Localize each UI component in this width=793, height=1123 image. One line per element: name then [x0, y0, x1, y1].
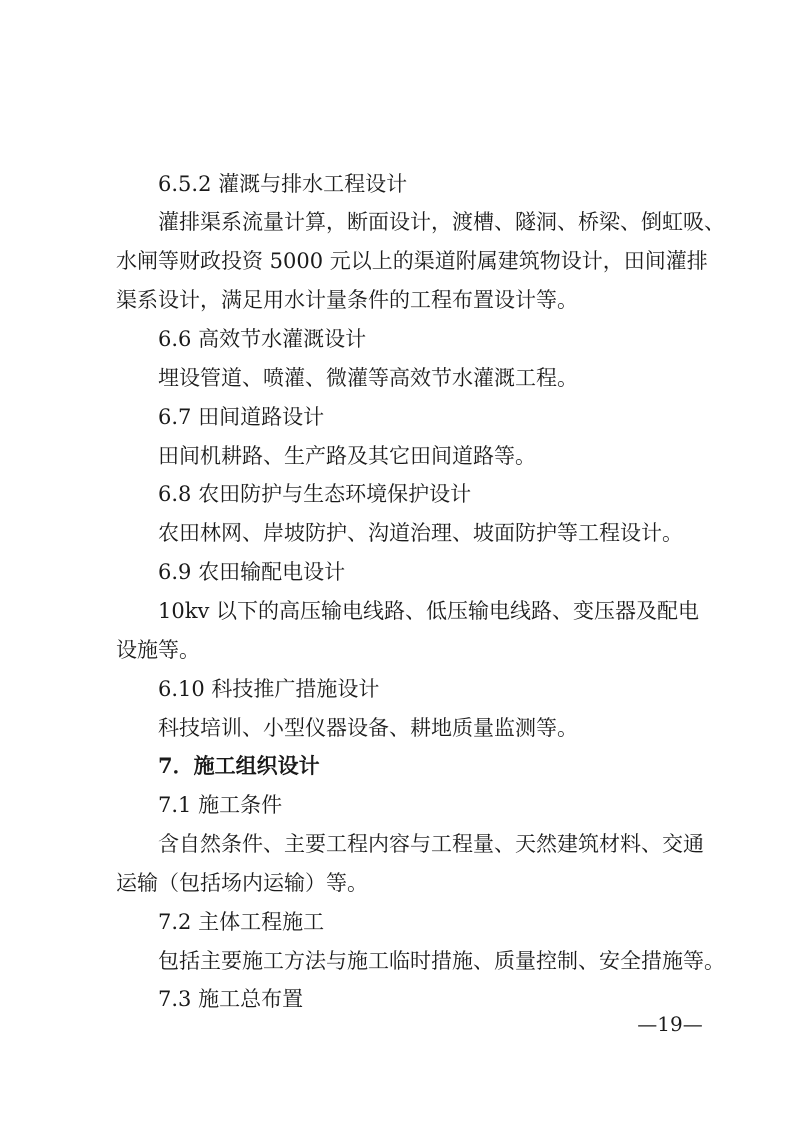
paragraph-line: 含自然条件、主要工程内容与工程量、天然建筑材料、交通	[158, 832, 704, 856]
paragraph-line: 水闸等财政投资 5000 元以上的渠道附属建筑物设计，田间灌排	[116, 249, 708, 273]
section-heading-7: 7．施工组织设计	[158, 753, 320, 778]
paragraph-line: 埋设管道、喷灌、微灌等高效节水灌溉工程。	[158, 366, 578, 390]
paragraph-line: 灌排渠系流量计算，断面设计，渡槽、隧洞、桥梁、倒虹吸、	[158, 210, 725, 234]
paragraph-line: 渠系设计，满足用水计量条件的工程布置设计等。	[116, 288, 578, 312]
paragraph-line: 设施等。	[116, 638, 200, 662]
section-heading-7-1: 7.1 施工条件	[158, 793, 283, 817]
section-heading-7-3: 7.3 施工总布置	[158, 987, 304, 1011]
section-heading-7-2: 7.2 主体工程施工	[158, 910, 325, 934]
section-heading-6-7: 6.7 田间道路设计	[158, 405, 325, 429]
paragraph-line: 田间机耕路、生产路及其它田间道路等。	[158, 444, 536, 468]
page-number: —19—	[637, 1012, 703, 1036]
paragraph-line: 10kv 以下的高压输电线路、低压输电线路、变压器及配电	[158, 599, 699, 623]
section-heading-6-8: 6.8 农田防护与生态环境保护设计	[158, 482, 472, 506]
paragraph-line: 运输（包括场内运输）等。	[116, 871, 368, 895]
paragraph-line: 科技培训、小型仪器设备、耕地质量监测等。	[158, 716, 578, 740]
paragraph-line: 包括主要施工方法与施工临时措施、质量控制、安全措施等。	[158, 949, 725, 973]
section-heading-6-6: 6.6 高效节水灌溉设计	[158, 327, 367, 351]
paragraph-line: 农田林网、岸坡防护、沟道治理、坡面防护等工程设计。	[158, 521, 683, 545]
section-heading-6-10: 6.10 科技推广措施设计	[158, 677, 380, 701]
section-heading-6-5-2: 6.5.2 灌溉与排水工程设计	[158, 172, 408, 196]
section-heading-6-9: 6.9 农田输配电设计	[158, 560, 346, 584]
